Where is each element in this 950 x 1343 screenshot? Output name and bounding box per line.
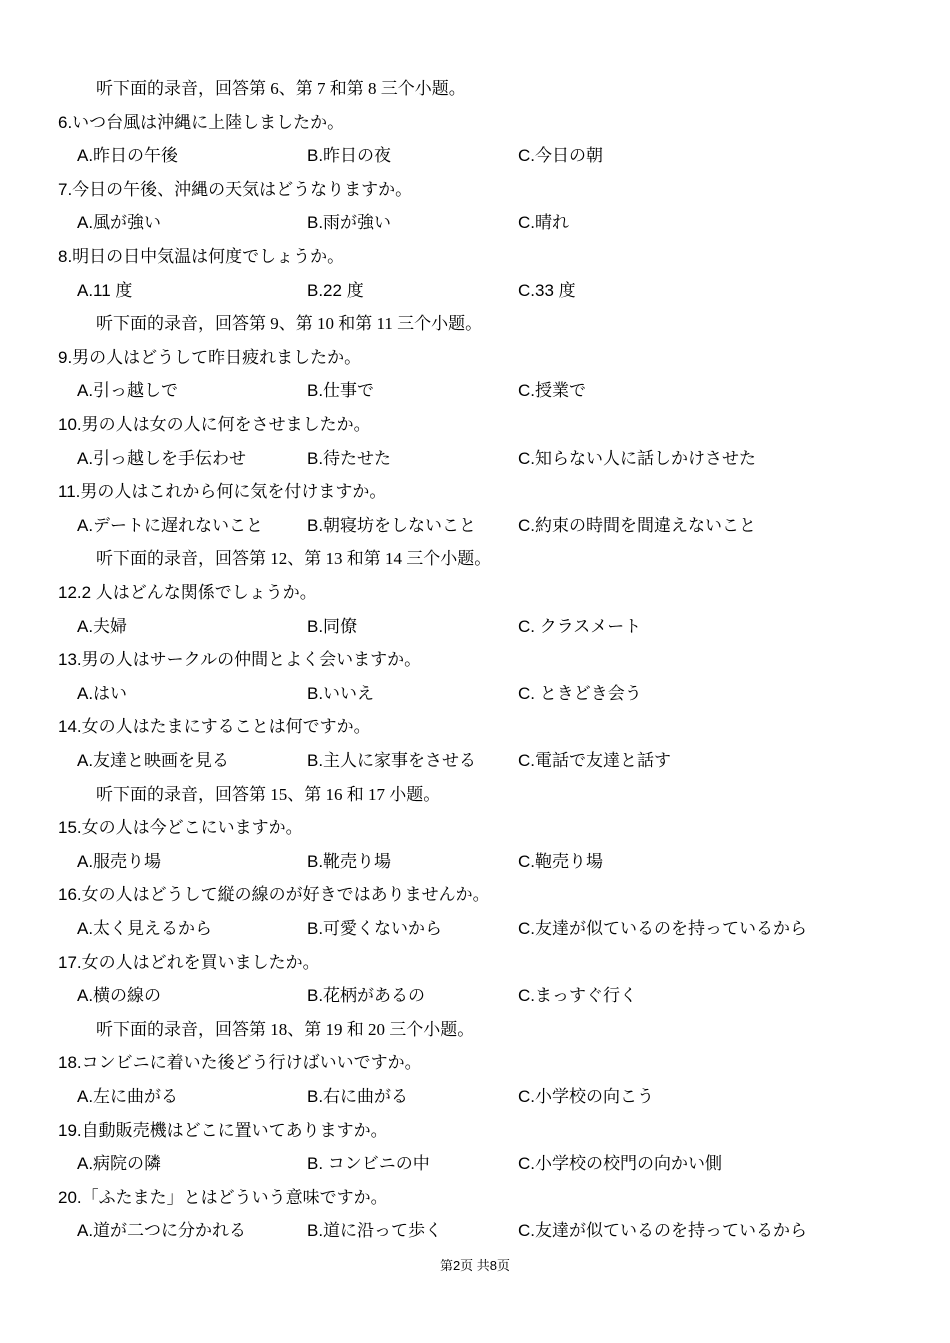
question-text: 18.コンビニに着いた後どう行けばいいですか。 <box>58 1053 422 1073</box>
answer-option-a: A.服売り場 <box>77 851 162 871</box>
answer-option-a: A.引っ越しで <box>77 381 179 401</box>
answer-option-c: C.授業で <box>518 381 586 401</box>
question-text: 6.いつ台風は沖縄に上陸しましたか。 <box>58 112 345 132</box>
answer-option-b: B.いいえ <box>307 683 375 703</box>
answer-option-b: B. コンビニの中 <box>307 1154 430 1174</box>
answer-option-c: C.今日の朝 <box>518 146 603 166</box>
question-text: 8.明日の日中気温は何度でしょうか。 <box>58 247 345 266</box>
section-instruction: 听下面的录音，回答第 12、第 13 和第 14 三个小题。 <box>96 549 492 569</box>
question-text: 20.「ふたまた」とはどういう意味ですか。 <box>58 1187 388 1207</box>
section-instruction: 听下面的录音，回答第 9、第 10 和第 11 三个小题。 <box>96 314 483 334</box>
page-footer: 第2页 共8页 <box>439 1258 511 1273</box>
answer-option-b: B.22 度 <box>307 280 364 300</box>
question-text: 12.2 人はどんな関係でしょうか。 <box>58 583 317 602</box>
answer-option-b: B.雨が強い <box>307 213 392 233</box>
answer-option-c: C. クラスメート <box>518 616 642 636</box>
answer-option-b: B.朝寝坊をしないこと <box>307 515 477 535</box>
answer-option-c: C.まっすぐ行く <box>518 986 637 1006</box>
answer-option-b: B.待たせた <box>307 448 392 468</box>
answer-option-a: A.太く見えるから <box>77 919 213 938</box>
answer-option-c: C.知らない人に話しかけさせた <box>518 448 756 468</box>
answer-option-b: B.仕事で <box>307 381 375 401</box>
question-text: 13.男の人はサークルの仲間とよく会いますか。 <box>58 650 422 670</box>
answer-option-a: A.昨日の午後 <box>77 146 179 166</box>
question-text: 10.男の人は女の人に何をさせましたか。 <box>58 415 371 434</box>
question-text: 7.今日の午後、沖縄の天気はどうなりますか。 <box>58 179 413 199</box>
answer-option-a: A.横の線の <box>77 986 162 1006</box>
answer-option-b: B.主人に家事をさせる <box>307 751 477 770</box>
answer-option-c: C.鞄売り場 <box>518 851 603 871</box>
answer-option-a: A.左に曲がる <box>77 1087 179 1106</box>
answer-option-c: C. ときどき会う <box>518 683 642 703</box>
answer-option-b: B.右に曲がる <box>307 1087 409 1106</box>
section-instruction: 听下面的录音，回答第 6、第 7 和第 8 三个小题。 <box>96 79 466 98</box>
answer-option-a: A.デートに遅れないこと <box>77 515 264 535</box>
answer-option-c: C.小学校の校門の向かい側 <box>518 1154 722 1174</box>
answer-option-a: A.11 度 <box>77 280 133 300</box>
question-text: 14.女の人はたまにすることは何ですか。 <box>58 717 371 737</box>
question-text: 11.男の人はこれから何に気を付けますか。 <box>58 482 387 502</box>
answer-option-a: A.病院の隣 <box>77 1154 162 1174</box>
answer-option-b: B.昨日の夜 <box>307 146 392 166</box>
answer-option-a: A.夫婦 <box>77 616 128 636</box>
answer-option-a: A.風が強い <box>77 213 162 233</box>
answer-option-c: C.33 度 <box>518 280 576 300</box>
answer-option-c: C.友達が似ているのを持っているから <box>518 1221 807 1241</box>
question-text: 9.男の人はどうして昨日疲れましたか。 <box>58 347 362 367</box>
answer-option-c: C.小学校の向こう <box>518 1087 654 1106</box>
question-text: 15.女の人は今どこにいますか。 <box>58 818 303 838</box>
answer-option-b: B.道に沿って歩く <box>307 1221 443 1241</box>
answer-option-a: A.はい <box>77 683 128 703</box>
answer-option-b: B.可愛くないから <box>307 919 443 938</box>
answer-option-c: C.友達が似ているのを持っているから <box>518 919 807 938</box>
answer-option-b: B.靴売り場 <box>307 851 392 871</box>
question-text: 19.自動販売機はどこに置いてありますか。 <box>58 1120 388 1140</box>
answer-option-a: A.友達と映画を見る <box>77 751 230 770</box>
answer-option-c: C.約束の時間を間違えないこと <box>518 515 756 535</box>
answer-option-c: C.晴れ <box>518 213 569 233</box>
section-instruction: 听下面的录音，回答第 15、第 16 和 17 小题。 <box>96 784 441 804</box>
section-instruction: 听下面的录音，回答第 18、第 19 和 20 三个小题。 <box>96 1019 475 1039</box>
question-text: 17.女の人はどれを買いましたか。 <box>58 952 320 972</box>
answer-option-c: C.電話で友達と話す <box>518 751 671 770</box>
question-text: 16.女の人はどうして縦の線のが好きではありませんか。 <box>58 885 490 905</box>
answer-option-b: B.花柄があるの <box>307 986 426 1006</box>
answer-option-a: A.引っ越しを手伝わせ <box>77 448 247 468</box>
answer-option-a: A.道が二つに分かれる <box>77 1221 247 1241</box>
answer-option-b: B.同僚 <box>307 616 358 636</box>
